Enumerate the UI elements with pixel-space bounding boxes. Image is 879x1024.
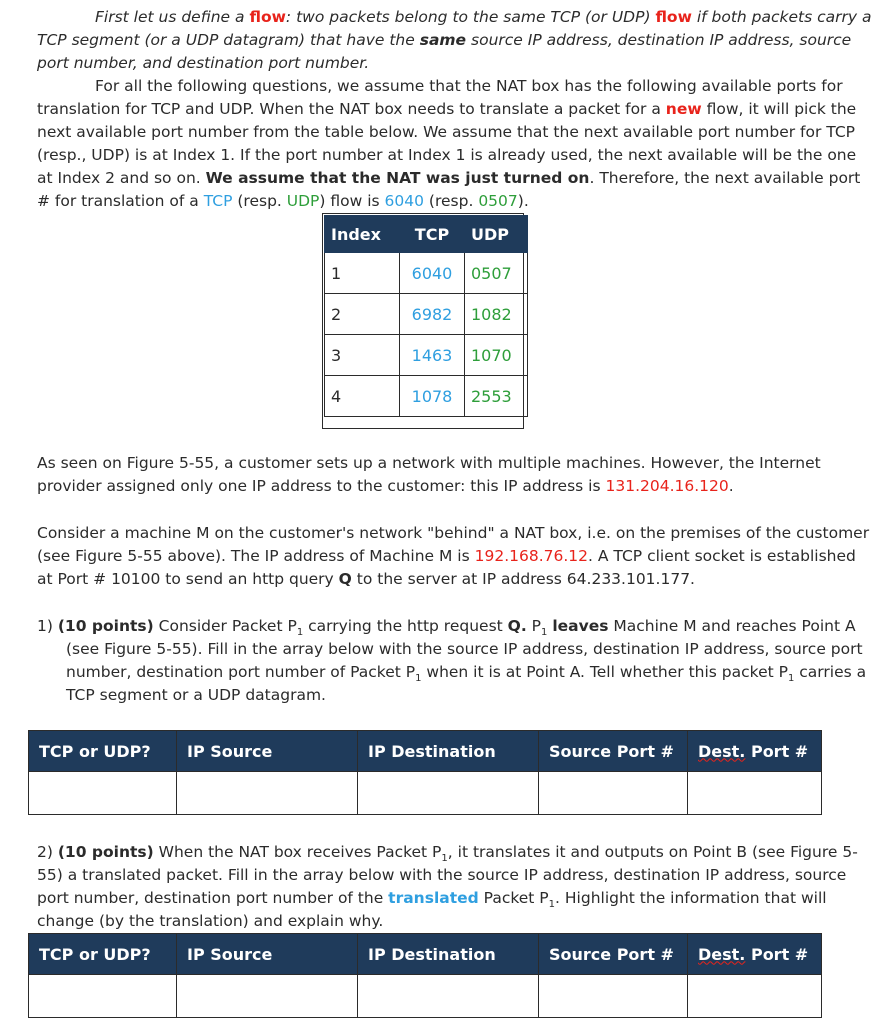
same-term: same: [419, 31, 467, 49]
tcp-port-cell: 6982: [400, 294, 465, 335]
nat-ports-paragraph: For all the following questions, we assume that the NAT box has the following available ports for translation for TCP and UDP. When the NAT box needs to translate a packet for a new flow, it will pick the next available port number from the table below. We assume that the next available port number for TCP (resp., UDP) is at Index 1. If the port number at Index 1 is already used, the next available will be the one at Index 2 and so on. We assume that the NAT was just turned on. Therefore, the next available port # for translation of a TCP (resp. UDP) flow is 6040 (resp. 0507).: [37, 77, 861, 210]
machine-m-paragraph: Consider a machine M on the customer's network "behind" a NAT box, i.e. on the premises of the customer (see Figure 5-55 above). The IP address of Machine M is 192.168.76.12. A TCP client socket is established at Port # 10100 to send an http query Q to the server at IP address 64.233.101.177.: [37, 524, 870, 588]
nat-just-on-statement: We assume that the NAT was just turned on: [205, 169, 590, 187]
tcp-term: TCP: [203, 192, 233, 210]
ip-destination-header: IP Destination: [358, 934, 539, 975]
dest-port-cell[interactable]: [688, 975, 822, 1018]
answer-row: [29, 975, 822, 1018]
udp-port-cell: 0507: [465, 253, 528, 294]
index-cell: 1: [325, 253, 400, 294]
table-row: [325, 253, 528, 294]
customer-network-paragraph: As seen on Figure 5-55, a customer sets up a network with multiple machines. However, the Internet provider assigned only one IP address to the customer: this IP address is 131.204.16.120.: [37, 454, 821, 495]
index-cell: 3: [325, 335, 400, 376]
ip-source-cell[interactable]: [177, 975, 358, 1018]
index-cell: 4: [325, 376, 400, 417]
protocol-header: TCP or UDP?: [29, 934, 177, 975]
next-udp-port: 0507: [478, 192, 518, 210]
answer-table-header: [29, 731, 822, 772]
question-2: 2) (10 points) When the NAT box receives Packet $P_1$, it translates it and outputs on Point B (see Figure 5-55) a translated packet. Fill in the array below with the source IP address, destination IP address, source port number, destination port number of the translated Packet $P_1$. Highlight the information that will change (by the translation) and explain why.: [37, 843, 858, 930]
source-port-header: Source Port #: [539, 731, 688, 772]
tcp-port-cell: 6040: [400, 253, 465, 294]
source-port-cell[interactable]: [539, 975, 688, 1018]
port-table-header: [325, 216, 528, 253]
q2-points: (10 points): [57, 843, 154, 861]
ip-destination-cell[interactable]: [358, 772, 539, 815]
udp-port-cell: 1070: [465, 335, 528, 376]
flow-term: flow: [249, 8, 286, 26]
protocol-header: TCP or UDP?: [29, 731, 177, 772]
table-row: [325, 376, 528, 417]
flow-term-2: flow: [655, 8, 692, 26]
ip-source-header: IP Source: [177, 934, 358, 975]
q1-query: Q.: [507, 617, 527, 635]
question-1: 1) (10 points) Consider Packet $P_1$ carrying the http request Q. $P_1$ leaves Machine M and reaches Point A (see Figure 5-55). Fill in the array below with the source IP address, destination IP address, source port number, destination port number of Packet $P_1$ when it is at Point A. Tell whether this packet $P_1$ carries a TCP segment or a UDP datagram.: [37, 617, 867, 704]
source-port-cell[interactable]: [539, 772, 688, 815]
new-term: new: [665, 100, 702, 118]
ip-source-cell[interactable]: [177, 772, 358, 815]
tcp-header: TCP: [400, 216, 465, 253]
query-q: Q: [338, 570, 352, 588]
ip-source-header: IP Source: [177, 731, 358, 772]
leaves-term: leaves: [552, 617, 609, 635]
dest-port-header: Dest. Port #: [688, 934, 822, 975]
answer-table-1: [28, 730, 822, 815]
answer-table-header: [29, 934, 822, 975]
source-port-header: Source Port #: [539, 934, 688, 975]
flow-definition-paragraph: First let us define a flow: two packets belong to the same TCP (or UDP) flow if both packets carry a TCP segment (or a UDP datagram) that have the same source IP address, destination IP address, source port number, and destination port number.: [37, 8, 872, 72]
dest-port-cell[interactable]: [688, 772, 822, 815]
udp-port-cell: 1082: [465, 294, 528, 335]
protocol-cell[interactable]: [29, 772, 177, 815]
udp-header: UDP: [465, 216, 528, 253]
public-ip: 131.204.16.120: [605, 477, 729, 495]
port-table: [324, 215, 528, 417]
ip-destination-cell[interactable]: [358, 975, 539, 1018]
udp-term: UDP: [286, 192, 320, 210]
dest-port-header: Dest. Port #: [688, 731, 822, 772]
table-row: [325, 335, 528, 376]
machine-m-ip: 192.168.76.12: [474, 547, 589, 565]
tcp-port-cell: 1463: [400, 335, 465, 376]
index-header: Index: [325, 216, 400, 253]
protocol-cell[interactable]: [29, 975, 177, 1018]
table-row: [325, 294, 528, 335]
udp-port-cell: 2553: [465, 376, 528, 417]
tcp-port-cell: 1078: [400, 376, 465, 417]
q1-points: (10 points): [57, 617, 154, 635]
answer-table-2: [28, 933, 822, 1018]
translated-term: translated: [388, 889, 479, 907]
answer-row: [29, 772, 822, 815]
next-tcp-port: 6040: [384, 192, 424, 210]
ip-destination-header: IP Destination: [358, 731, 539, 772]
index-cell: 2: [325, 294, 400, 335]
